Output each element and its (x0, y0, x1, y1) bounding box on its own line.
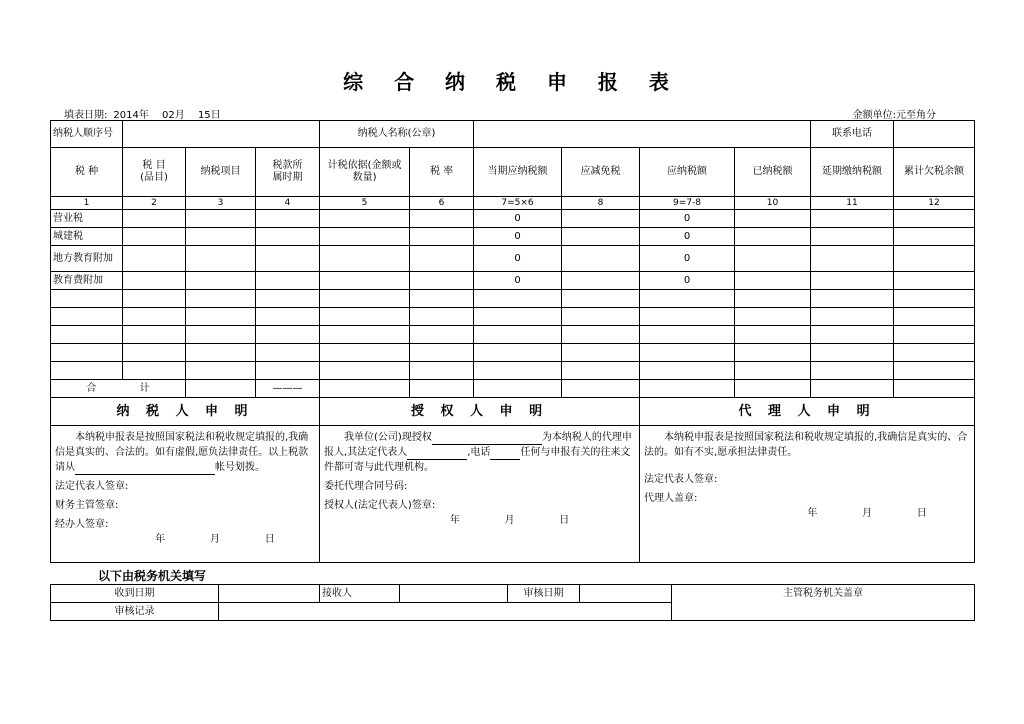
table-cell[interactable] (811, 362, 894, 380)
table-cell[interactable] (320, 272, 410, 290)
table-cell[interactable] (51, 290, 123, 308)
table-cell[interactable] (410, 308, 474, 326)
phone-input[interactable] (894, 121, 975, 148)
column-header: 纳税项目 (186, 148, 256, 197)
column-header: 税款所 属时期 (256, 148, 320, 197)
tax-office-row-1 (51, 585, 975, 603)
column-header-row (51, 148, 975, 197)
table-cell[interactable] (186, 246, 256, 272)
table-cell[interactable] (410, 290, 474, 308)
table-cell[interactable] (735, 290, 811, 308)
table-cell[interactable] (256, 246, 320, 272)
tax-type-name: 城建税 (51, 228, 123, 246)
column-number: 9=7-8 (640, 197, 735, 210)
payable-tax-value: 0 (640, 210, 735, 228)
authorizer-decl-text2: 为本纳税人的代理申报人,其法定代表人 (324, 432, 632, 458)
table-cell[interactable] (735, 308, 811, 326)
table-cell[interactable] (474, 362, 562, 380)
table-cell[interactable] (811, 344, 894, 362)
column-header: 税 目 (品目) (123, 148, 186, 197)
table-cell[interactable] (735, 246, 811, 272)
table-cell[interactable] (640, 290, 735, 308)
column-header: 当期应纳税额 (474, 148, 562, 197)
fill-year[interactable]: 2014 (113, 110, 139, 121)
total-cell[interactable] (474, 380, 562, 398)
tax-form-table (50, 120, 975, 563)
column-header: 税 种 (51, 148, 123, 197)
total-cell[interactable] (640, 380, 735, 398)
table-cell[interactable] (320, 344, 410, 362)
table-cell[interactable] (474, 326, 562, 344)
table-cell[interactable] (256, 210, 320, 228)
total-cell[interactable] (320, 380, 410, 398)
table-cell[interactable] (562, 326, 640, 344)
taxpayer-legal-rep: 法定代表人签章: (55, 481, 129, 492)
current-tax-value: 0 (474, 246, 562, 272)
seq-input[interactable] (123, 121, 320, 148)
table-cell[interactable] (320, 228, 410, 246)
name-input[interactable] (474, 121, 811, 148)
table-cell[interactable] (320, 290, 410, 308)
taxpayer-date: 年 月 日 (155, 534, 275, 545)
table-row (51, 246, 975, 272)
table-cell[interactable] (474, 344, 562, 362)
table-row-empty (51, 362, 975, 380)
day-suffix: 日 (210, 110, 221, 121)
agent-decl-text: 本纳税申报表是按照国家税法和税收规定填报的,我确信是真实的、合法的。如有不实,愿承担法律责任。 (644, 432, 968, 458)
table-cell[interactable] (811, 228, 894, 246)
payable-tax-value: 0 (640, 246, 735, 272)
column-number: 11 (811, 197, 894, 210)
table-cell[interactable] (562, 210, 640, 228)
agent-legal-rep: 法定代表人签章: (644, 474, 718, 485)
table-cell[interactable] (562, 272, 640, 290)
authorizer-decl-text4: 任何与申报有关的往来文件都可寄与此代理机构。 (324, 447, 631, 473)
table-cell[interactable] (410, 362, 474, 380)
received-date-label: 收到日期 (51, 585, 219, 603)
table-cell[interactable] (640, 308, 735, 326)
declaration-body-row (51, 426, 975, 563)
table-cell[interactable] (51, 362, 123, 380)
column-number: 8 (562, 197, 640, 210)
table-cell[interactable] (256, 344, 320, 362)
table-cell[interactable] (735, 362, 811, 380)
table-cell[interactable] (410, 246, 474, 272)
total-label-b: 计 (139, 382, 150, 394)
review-date-input[interactable] (580, 585, 672, 603)
table-cell[interactable] (811, 290, 894, 308)
table-cell[interactable] (735, 210, 811, 228)
receiver-label: 接收人 (320, 585, 400, 603)
table-cell[interactable] (894, 308, 975, 326)
authorizer-decl-text1: 我单位(公司)现授权 (344, 432, 432, 443)
table-cell[interactable] (123, 308, 186, 326)
table-cell[interactable] (186, 272, 256, 290)
table-row-empty (51, 326, 975, 344)
table-cell[interactable] (320, 246, 410, 272)
column-header: 应减免税 (562, 148, 640, 197)
total-cell[interactable] (562, 380, 640, 398)
table-cell[interactable] (186, 308, 256, 326)
taxpayer-declaration (51, 426, 320, 563)
column-header: 累计欠税余额 (894, 148, 975, 197)
table-cell[interactable] (562, 362, 640, 380)
table-cell[interactable] (894, 246, 975, 272)
fill-day[interactable]: 15 (197, 110, 211, 121)
table-cell[interactable] (123, 228, 186, 246)
table-cell[interactable] (894, 344, 975, 362)
table-cell[interactable] (320, 326, 410, 344)
table-cell[interactable] (51, 326, 123, 344)
total-cell[interactable] (735, 380, 811, 398)
table-cell[interactable] (256, 326, 320, 344)
column-number: 6 (410, 197, 474, 210)
table-cell[interactable] (735, 228, 811, 246)
authorizer-decl-title: 授 权 人 申 明 (320, 398, 640, 426)
table-cell[interactable] (894, 272, 975, 290)
taxpayer-decl-text2: 帐号划拨。 (215, 462, 265, 473)
column-header: 应纳税额 (640, 148, 735, 197)
agent-decl-title: 代 理 人 申 明 (640, 398, 975, 426)
table-cell[interactable] (256, 228, 320, 246)
month-suffix: 月 (174, 110, 185, 121)
payable-tax-value: 0 (640, 228, 735, 246)
authorizer-date: 年 月 日 (449, 515, 570, 526)
column-number-row (51, 197, 975, 210)
table-cell[interactable] (894, 326, 975, 344)
review-record-label: 审核记录 (51, 603, 219, 621)
authorizer-signer: 授权人(法定代表人)签章: (324, 500, 436, 511)
column-number: 7=5×6 (474, 197, 562, 210)
table-cell[interactable] (256, 362, 320, 380)
authorizer-contract-no: 委托代理合同号码: (324, 481, 408, 492)
agent-seal: 代理人盖章: (644, 493, 698, 504)
table-cell[interactable] (186, 290, 256, 308)
table-cell[interactable] (894, 210, 975, 228)
account-field[interactable] (75, 463, 215, 475)
table-cell[interactable] (562, 290, 640, 308)
table-cell[interactable] (562, 308, 640, 326)
column-number: 2 (123, 197, 186, 210)
review-record-input[interactable] (219, 603, 672, 621)
agent-date: 年 月 日 (807, 508, 927, 519)
authorizer-decl-text3: ,电话 (467, 447, 491, 458)
legal-rep-field[interactable] (407, 448, 467, 460)
table-cell[interactable] (474, 290, 562, 308)
tax-office-table (50, 584, 975, 621)
taxpayer-decl-text1: 本纳税申报表是按照国家税法和税收规定填报的,我确信是真实的、合法的。如有虚假,愿负法律责任。以上税款请从 (55, 432, 309, 473)
total-cell[interactable] (186, 380, 256, 398)
authorized-agent-field[interactable] (432, 433, 542, 445)
table-row (51, 210, 975, 228)
tax-rows (51, 210, 975, 380)
table-cell[interactable] (410, 210, 474, 228)
table-cell[interactable] (186, 326, 256, 344)
info-row (51, 121, 975, 148)
table-cell[interactable] (562, 228, 640, 246)
review-date-label: 审核日期 (508, 585, 580, 603)
current-tax-value: 0 (474, 228, 562, 246)
total-cell[interactable] (811, 380, 894, 398)
tax-office-section-title: 以下由税务机关填写 (98, 569, 207, 583)
total-row (51, 380, 975, 398)
total-label-a: 合 (86, 382, 97, 394)
total-period: ——— (256, 380, 320, 398)
column-number: 12 (894, 197, 975, 210)
table-cell[interactable] (123, 362, 186, 380)
table-cell[interactable] (474, 308, 562, 326)
fill-month[interactable]: 02 (162, 110, 175, 121)
table-row-empty (51, 308, 975, 326)
form-title: 综 合 纳 税 申 报 表 (343, 70, 681, 94)
receiver-input[interactable] (400, 585, 508, 603)
table-cell[interactable] (256, 272, 320, 290)
year-suffix: 年 (138, 110, 149, 121)
table-cell[interactable] (894, 290, 975, 308)
total-cell[interactable] (894, 380, 975, 398)
total-cell[interactable] (410, 380, 474, 398)
table-cell[interactable] (186, 362, 256, 380)
phone-label: 联系电话 (811, 121, 894, 148)
fill-date (64, 106, 227, 121)
payable-tax-value: 0 (640, 272, 735, 290)
tax-office-seal: 主管税务机关盖章 (672, 585, 975, 621)
table-cell[interactable] (51, 344, 123, 362)
amount-unit: 金额单位:元至角分 (852, 110, 936, 121)
column-number: 1 (51, 197, 123, 210)
table-row (51, 272, 975, 290)
table-cell[interactable] (562, 246, 640, 272)
taxpayer-decl-text (55, 430, 315, 475)
table-cell[interactable] (410, 228, 474, 246)
column-number: 5 (320, 197, 410, 210)
taxpayer-decl-title: 纳 税 人 申 明 (51, 398, 320, 426)
table-cell[interactable] (894, 362, 975, 380)
table-cell[interactable] (811, 308, 894, 326)
table-cell[interactable] (811, 210, 894, 228)
tax-type-name: 教育费附加 (51, 272, 123, 290)
fill-date-label: 填表日期: (64, 110, 108, 121)
table-cell[interactable] (811, 326, 894, 344)
seq-label: 纳税人顺序号 (51, 121, 123, 148)
table-cell[interactable] (256, 308, 320, 326)
column-number: 4 (256, 197, 320, 210)
column-number: 3 (186, 197, 256, 210)
table-cell[interactable] (186, 228, 256, 246)
declaration-title-row (51, 398, 975, 426)
tax-type-name: 营业税 (51, 210, 123, 228)
phone-field[interactable] (490, 448, 520, 460)
table-row (51, 228, 975, 246)
table-cell[interactable] (320, 210, 410, 228)
current-tax-value: 0 (474, 210, 562, 228)
table-row-empty (51, 344, 975, 362)
current-tax-value: 0 (474, 272, 562, 290)
total-label (51, 380, 186, 398)
table-cell[interactable] (186, 344, 256, 362)
authorizer-decl-text (324, 430, 635, 475)
table-row-empty (51, 290, 975, 308)
table-cell[interactable] (123, 272, 186, 290)
table-cell[interactable] (735, 272, 811, 290)
authorizer-declaration (320, 426, 640, 563)
table-cell[interactable] (410, 344, 474, 362)
table-cell[interactable] (894, 228, 975, 246)
table-cell[interactable] (123, 210, 186, 228)
table-cell[interactable] (640, 344, 735, 362)
table-cell[interactable] (186, 210, 256, 228)
table-cell[interactable] (123, 246, 186, 272)
column-number: 10 (735, 197, 811, 210)
table-cell[interactable] (735, 326, 811, 344)
agent-declaration (640, 426, 975, 563)
table-cell[interactable] (256, 290, 320, 308)
name-label: 纳税人名称(公章) (320, 121, 474, 148)
table-cell[interactable] (410, 326, 474, 344)
column-header: 税 率 (410, 148, 474, 197)
column-header: 计税依据(金额或 数量) (320, 148, 410, 197)
table-cell[interactable] (562, 344, 640, 362)
table-cell[interactable] (123, 326, 186, 344)
tax-type-name: 地方教育附加 (51, 246, 123, 272)
table-cell[interactable] (123, 290, 186, 308)
table-cell[interactable] (735, 344, 811, 362)
taxpayer-handler: 经办人签章: (55, 519, 109, 530)
table-cell[interactable] (320, 362, 410, 380)
table-cell[interactable] (123, 344, 186, 362)
table-cell[interactable] (410, 272, 474, 290)
table-cell[interactable] (640, 362, 735, 380)
table-cell[interactable] (320, 308, 410, 326)
column-header: 延期缴纳税额 (811, 148, 894, 197)
received-date-input[interactable] (219, 585, 320, 603)
table-cell[interactable] (811, 272, 894, 290)
table-cell[interactable] (811, 246, 894, 272)
column-header: 已纳税额 (735, 148, 811, 197)
taxpayer-finance: 财务主管签章: (55, 500, 119, 511)
table-cell[interactable] (51, 308, 123, 326)
table-cell[interactable] (640, 326, 735, 344)
